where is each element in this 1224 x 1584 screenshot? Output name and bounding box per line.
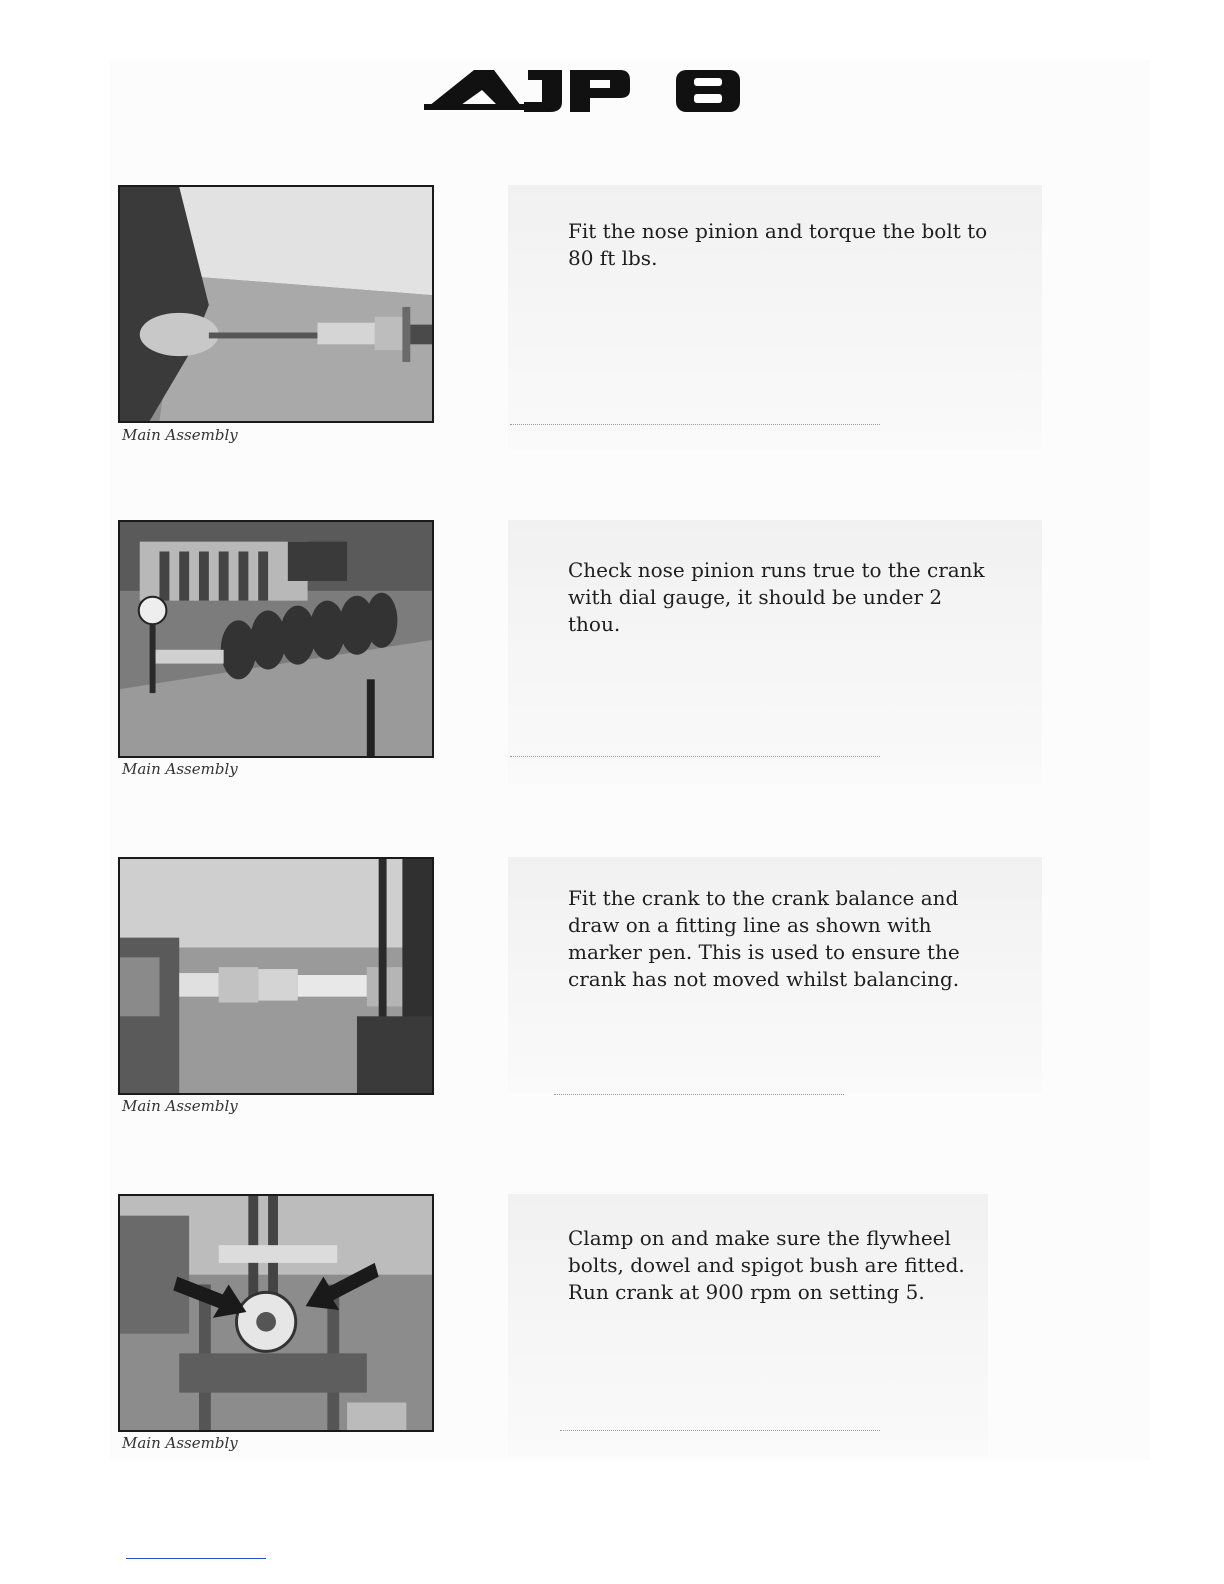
- dotted-rule: [554, 1094, 844, 1095]
- photo-caption: Main Assembly: [122, 1097, 238, 1115]
- footer-rule: [126, 1558, 266, 1559]
- dotted-rule: [510, 424, 880, 425]
- flywheel-clamp-photo: [118, 1194, 434, 1432]
- step-instruction: Clamp on and make sure the flywheel bolts, dowel and spigot bush are fitted. Run crank at 900 rpm on setting 5.: [568, 1226, 965, 1304]
- step-instruction: Check nose pinion runs true to the crank with dial gauge, it should be under 2 thou.: [568, 558, 985, 636]
- ajp-logo: [424, 68, 744, 114]
- step-instruction: Fit the crank to the crank balance and draw on a fitting line as shown with marker pen. This is used to ensure the crank has not moved whilst balancing.: [568, 886, 960, 991]
- step-instruction: Fit the nose pinion and torque the bolt to 80 ft lbs.: [568, 219, 988, 270]
- photo-caption: Main Assembly: [122, 760, 238, 778]
- ajp-8-logo-mark: [424, 68, 744, 114]
- torque-wrench-photo: [118, 185, 434, 423]
- crank-balance-photo: [118, 857, 434, 1095]
- dotted-rule: [510, 756, 880, 757]
- dotted-rule: [560, 1430, 880, 1431]
- photo-caption: Main Assembly: [122, 426, 238, 444]
- dial-gauge-photo: [118, 520, 434, 758]
- photo-caption: Main Assembly: [122, 1434, 238, 1452]
